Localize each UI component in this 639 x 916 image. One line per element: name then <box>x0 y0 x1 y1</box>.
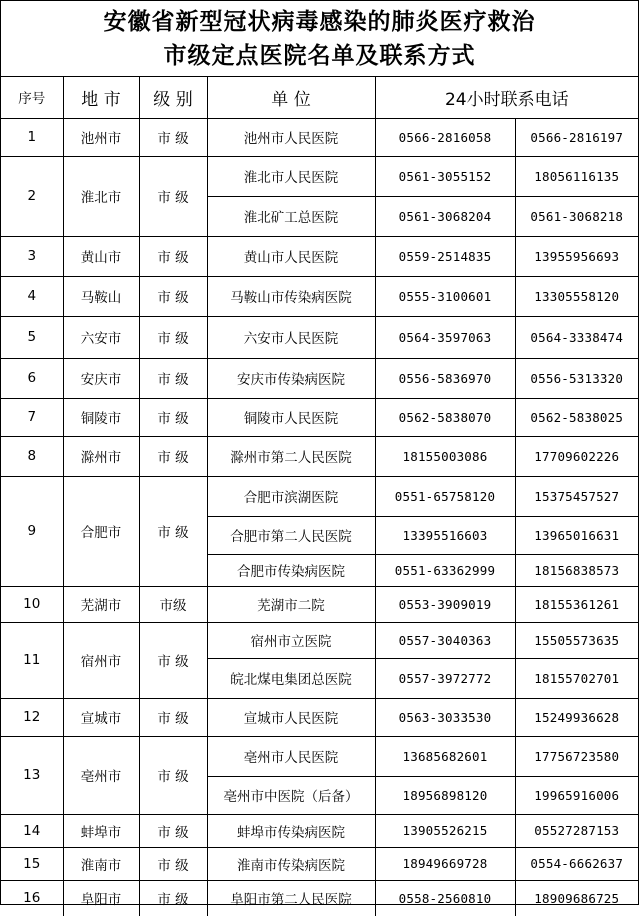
row-level: 市 级 <box>139 847 207 880</box>
row-phone2: 18056116135 <box>515 156 638 196</box>
row-level: 市 级 <box>139 736 207 814</box>
row-phone1: 0551-63362999 <box>375 554 515 586</box>
row-phone2: 13965016631 <box>515 516 638 554</box>
row-phone1: 0551-65758120 <box>375 476 515 516</box>
row-phone1: 0561-3055152 <box>375 156 515 196</box>
row-phone1: 0562-5838070 <box>375 398 515 436</box>
row-phone1: 18155003086 <box>375 436 515 476</box>
row-level: 市 级 <box>139 622 207 698</box>
table-row <box>1 847 638 880</box>
row-phone1: 13905526215 <box>375 814 515 847</box>
row-hospital-name: 阜阳市第二人民医院 <box>207 880 375 916</box>
row-phone2: 18156838573 <box>515 554 638 586</box>
row-city: 合肥市 <box>63 476 139 586</box>
title-line-2: 市级定点医院名单及联系方式 <box>163 42 476 69</box>
row-phone1: 0557-3972772 <box>375 658 515 698</box>
row-city: 蚌埠市 <box>63 814 139 847</box>
row-hospital-name: 亳州市人民医院 <box>207 736 375 776</box>
row-hospital-name: 合肥市第二人民医院 <box>207 516 375 554</box>
row-level: 市 级 <box>139 236 207 276</box>
row-phone1: 0566-2816058 <box>375 118 515 156</box>
row-phone2: 18155702701 <box>515 658 638 698</box>
row-hospital-name: 淮南市传染病医院 <box>207 847 375 880</box>
row-level: 市级 <box>139 586 207 622</box>
row-phone2: 17709602226 <box>515 436 638 476</box>
row-index: 7 <box>1 398 63 436</box>
row-index: 16 <box>1 880 63 916</box>
row-city: 安庆市 <box>63 358 139 398</box>
row-level: 市 级 <box>139 814 207 847</box>
row-city: 淮南市 <box>63 847 139 880</box>
row-city: 阜阳市 <box>63 880 139 916</box>
row-index: 9 <box>1 476 63 586</box>
row-phone1: 18956898120 <box>375 776 515 814</box>
row-hospital-name: 皖北煤电集团总医院 <box>207 658 375 698</box>
table-row <box>1 814 638 847</box>
row-hospital-name: 黄山市人民医院 <box>207 236 375 276</box>
row-hospital-name: 芜湖市二院 <box>207 586 375 622</box>
row-phone2: 0564-3338474 <box>515 316 638 358</box>
row-level: 市 级 <box>139 276 207 316</box>
row-index: 8 <box>1 436 63 476</box>
row-phone1: 0557-3040363 <box>375 622 515 658</box>
row-city: 亳州市 <box>63 736 139 814</box>
table-row <box>1 276 638 316</box>
row-phone2: 0554-6662637 <box>515 847 638 880</box>
row-phone2: 0562-5838025 <box>515 398 638 436</box>
row-hospital-name: 池州市人民医院 <box>207 118 375 156</box>
table-row <box>1 436 638 476</box>
table-row <box>1 586 638 622</box>
row-phone1: 0558-2560810 <box>375 880 515 916</box>
table-row <box>1 476 638 516</box>
row-index: 13 <box>1 736 63 814</box>
row-phone1: 0563-3033530 <box>375 698 515 736</box>
row-hospital-name: 蚌埠市传染病医院 <box>207 814 375 847</box>
row-index: 10 <box>1 586 63 622</box>
table-row <box>1 622 638 658</box>
row-phone1: 0561-3068204 <box>375 196 515 236</box>
row-hospital-name: 合肥市传染病医院 <box>207 554 375 586</box>
row-city: 池州市 <box>63 118 139 156</box>
row-index: 4 <box>1 276 63 316</box>
row-phone2: 15505573635 <box>515 622 638 658</box>
row-index: 3 <box>1 236 63 276</box>
row-phone1: 13685682601 <box>375 736 515 776</box>
row-phone1: 0559-2514835 <box>375 236 515 276</box>
row-hospital-name: 铜陵市人民医院 <box>207 398 375 436</box>
table-row <box>1 236 638 276</box>
row-city: 宣城市 <box>63 698 139 736</box>
row-phone2: 0561-3068218 <box>515 196 638 236</box>
row-hospital-name: 亳州市中医院（后备） <box>207 776 375 814</box>
row-hospital-name: 合肥市滨湖医院 <box>207 476 375 516</box>
row-level: 市 级 <box>139 698 207 736</box>
row-phone2: 05527287153 <box>515 814 638 847</box>
row-phone2: 0556-5313320 <box>515 358 638 398</box>
row-hospital-name: 滁州市第二人民医院 <box>207 436 375 476</box>
row-phone2: 18155361261 <box>515 586 638 622</box>
header-phone: 24小时联系电话 <box>375 77 638 118</box>
row-city: 马鞍山 <box>63 276 139 316</box>
row-index: 11 <box>1 622 63 698</box>
row-hospital-name: 马鞍山市传染病医院 <box>207 276 375 316</box>
table-row <box>1 118 638 156</box>
row-level: 市 级 <box>139 316 207 358</box>
row-city: 铜陵市 <box>63 398 139 436</box>
row-index: 15 <box>1 847 63 880</box>
title-line-1: 安徽省新型冠状病毒感染的肺炎医疗救治 <box>103 8 536 35</box>
row-index: 12 <box>1 698 63 736</box>
row-phone2: 13305558120 <box>515 276 638 316</box>
header-index: 序号 <box>1 77 63 118</box>
row-level: 市 级 <box>139 880 207 916</box>
row-level: 市 级 <box>139 476 207 586</box>
table-row <box>1 736 638 776</box>
table-header-row <box>1 77 638 118</box>
row-level: 市 级 <box>139 156 207 236</box>
table-row <box>1 316 638 358</box>
header-unit: 单 位 <box>207 77 375 118</box>
hospital-table <box>1 77 638 916</box>
row-phone2: 19965916006 <box>515 776 638 814</box>
row-hospital-name: 宣城市人民医院 <box>207 698 375 736</box>
row-phone1: 0555-3100601 <box>375 276 515 316</box>
row-phone2: 13955956693 <box>515 236 638 276</box>
header-level: 级 别 <box>139 77 207 118</box>
row-city: 芜湖市 <box>63 586 139 622</box>
document-title <box>1 1 638 77</box>
row-index: 14 <box>1 814 63 847</box>
row-phone2: 18909686725 <box>515 880 638 916</box>
row-city: 滁州市 <box>63 436 139 476</box>
row-index: 1 <box>1 118 63 156</box>
row-phone2: 0566-2816197 <box>515 118 638 156</box>
row-index: 6 <box>1 358 63 398</box>
row-level: 市 级 <box>139 436 207 476</box>
row-hospital-name: 六安市人民医院 <box>207 316 375 358</box>
row-phone1: 0553-3909019 <box>375 586 515 622</box>
row-city: 六安市 <box>63 316 139 358</box>
row-hospital-name: 宿州市立医院 <box>207 622 375 658</box>
row-level: 市 级 <box>139 118 207 156</box>
header-city: 地 市 <box>63 77 139 118</box>
row-phone1: 13395516603 <box>375 516 515 554</box>
row-index: 2 <box>1 156 63 236</box>
row-level: 市 级 <box>139 358 207 398</box>
row-hospital-name: 安庆市传染病医院 <box>207 358 375 398</box>
row-level: 市 级 <box>139 398 207 436</box>
row-phone2: 15375457527 <box>515 476 638 516</box>
row-phone1: 0564-3597063 <box>375 316 515 358</box>
row-phone2: 15249936628 <box>515 698 638 736</box>
table-row <box>1 698 638 736</box>
row-city: 淮北市 <box>63 156 139 236</box>
table-row <box>1 358 638 398</box>
table-row <box>1 156 638 196</box>
row-city: 宿州市 <box>63 622 139 698</box>
row-phone1: 18949669728 <box>375 847 515 880</box>
row-city: 黄山市 <box>63 236 139 276</box>
row-hospital-name: 淮北矿工总医院 <box>207 196 375 236</box>
row-phone1: 0556-5836970 <box>375 358 515 398</box>
table-row <box>1 880 638 916</box>
row-index: 5 <box>1 316 63 358</box>
row-phone2: 17756723580 <box>515 736 638 776</box>
row-hospital-name: 淮北市人民医院 <box>207 156 375 196</box>
table-row <box>1 398 638 436</box>
